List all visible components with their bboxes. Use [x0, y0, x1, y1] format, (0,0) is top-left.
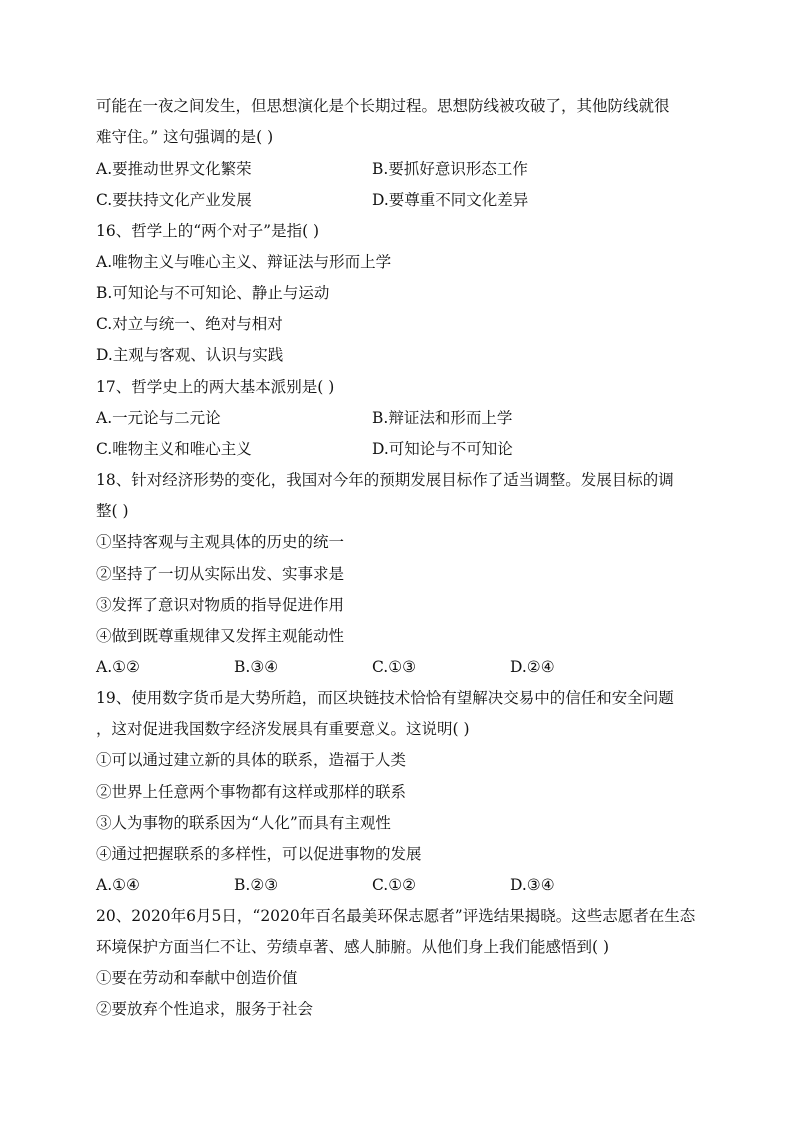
- intro-line-1: 可能在一夜之间发生，但思想演化是个长期过程。思想防线被攻破了，其他防线就很: [96, 97, 670, 115]
- q20-statement-1: ①要在劳动和奉献中创造价值: [96, 969, 298, 987]
- q16-option-c: C.对立与统一、绝对与相对: [96, 315, 283, 333]
- q17-option-c: C.唯物主义和唯心主义: [96, 440, 252, 458]
- q17-option-a: A.一元论与二元论: [96, 409, 221, 427]
- q20-statement-2: ②要放弃个性追求，服务于社会: [96, 1000, 314, 1018]
- q19-option-a: A.①④: [96, 876, 140, 894]
- q19-option-b: B.②③: [234, 876, 279, 894]
- q15-option-d: D.要尊重不同文化差异: [372, 191, 529, 209]
- q19-statement-2: ②世界上任意两个事物都有这样或那样的联系: [96, 783, 407, 801]
- q18-statement-2: ②坚持了一切从实际出发、实事求是: [96, 565, 345, 583]
- q19-stem-line-2: ，这对促进我国数字经济发展具有重要意义。这说明( ): [96, 720, 470, 738]
- q19-statement-4: ④通过把握联系的多样性，可以促进事物的发展: [96, 845, 422, 863]
- q15-option-c: C.要扶持文化产业发展: [96, 191, 252, 209]
- q18-stem-line-2: 整( ): [96, 502, 129, 520]
- q16-option-b: B.可知论与不可知论、静止与运动: [96, 284, 330, 302]
- q17-option-d: D.可知论与不可知论: [372, 440, 513, 458]
- q18-statement-3: ③发挥了意识对物质的指导促进作用: [96, 596, 345, 614]
- q17-stem: 17、哲学史上的两大基本派别是( ): [96, 378, 335, 396]
- q18-stem-line-1: 18、针对经济形势的变化，我国对今年的预期发展目标作了适当调整。发展目标的调: [96, 471, 674, 489]
- q18-statement-1: ①坚持客观与主观具体的历史的统一: [96, 533, 345, 551]
- q18-option-b: B.③④: [234, 658, 279, 676]
- q16-option-d: D.主观与客观、认识与实践: [96, 346, 284, 364]
- q15-option-a: A.要推动世界文化繁荣: [96, 160, 252, 178]
- q18-statement-4: ④做到既尊重规律又发挥主观能动性: [96, 627, 345, 645]
- q20-stem-line-1: 20、2020年6月5日，“2020年百名最美环保志愿者”评选结果揭晓。这些志愿者在生态: [96, 907, 696, 925]
- q19-option-d: D.③④: [510, 876, 555, 894]
- q18-option-d: D.②④: [510, 658, 555, 676]
- q17-option-b: B.辩证法和形而上学: [372, 409, 513, 427]
- q18-option-c: C.①③: [372, 658, 417, 676]
- q19-statement-3: ③人为事物的联系因为“人化”而具有主观性: [96, 814, 391, 832]
- q20-stem-line-2: 环境保护方面当仁不让、劳绩卓著、感人肺腑。从他们身上我们能感悟到( ): [96, 938, 610, 956]
- q15-option-b: B.要抓好意识形态工作: [372, 160, 528, 178]
- q16-stem: 16、哲学上的“两个对子”是指( ): [96, 222, 320, 240]
- intro-line-2: 难守住。” 这句强调的是( ): [96, 128, 274, 146]
- q16-option-a: A.唯物主义与唯心主义、辩证法与形而上学: [96, 253, 392, 271]
- q18-option-a: A.①②: [96, 658, 140, 676]
- q19-statement-1: ①可以通过建立新的具体的联系，造福于人类: [96, 751, 407, 769]
- q19-stem-line-1: 19、使用数字货币是大势所趋，而区块链技术恰恰有望解决交易中的信任和安全问题: [96, 689, 674, 707]
- q19-option-c: C.①②: [372, 876, 417, 894]
